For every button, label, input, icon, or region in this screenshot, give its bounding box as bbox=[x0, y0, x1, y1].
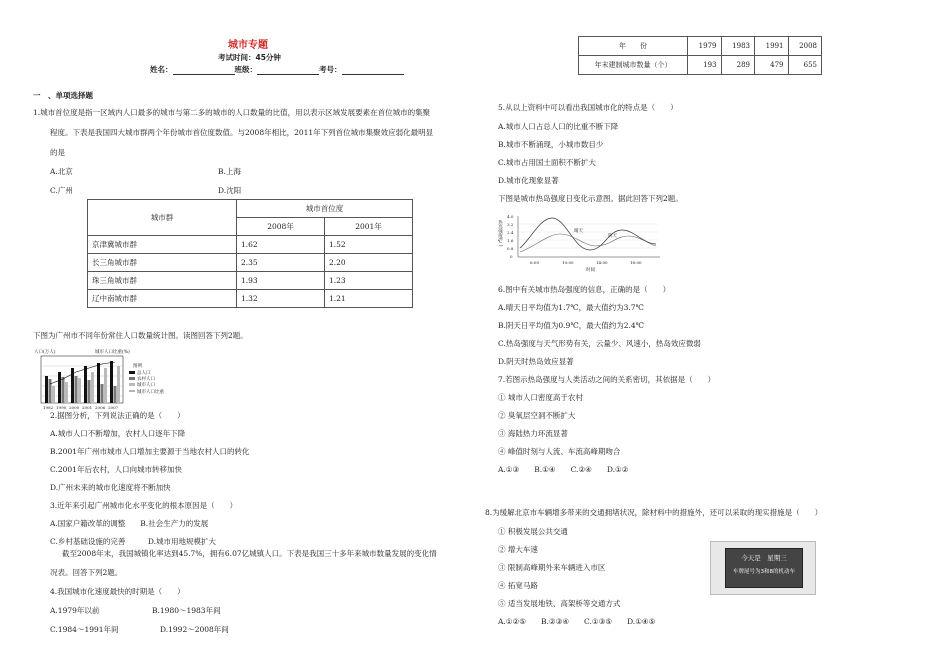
traffic-sign-image bbox=[710, 541, 816, 595]
city-count-table bbox=[578, 36, 822, 75]
legend-item: 总人口 bbox=[137, 371, 151, 376]
table-cell: 1.32 bbox=[237, 290, 325, 308]
q6-option-d[interactable]: D.阴天时热岛效应显著 bbox=[498, 357, 574, 366]
x-tick-label: 18:00 bbox=[630, 260, 642, 265]
exam-time: 考试时间：45分钟 bbox=[218, 53, 281, 62]
table-cell: 655 bbox=[788, 56, 822, 75]
table-row bbox=[88, 272, 413, 290]
class-field[interactable] bbox=[257, 66, 319, 75]
table-cell: 长三角城市群 bbox=[88, 254, 237, 272]
y-tick-label: 4.0 bbox=[507, 214, 514, 219]
x-tick-label: 1990 bbox=[56, 405, 67, 410]
q5-option-b[interactable]: B.城市不断涌现，小城市数目少 bbox=[498, 140, 604, 149]
table-cell: 1.62 bbox=[237, 236, 325, 254]
q8-stem: 8.为缓解北京市车辆增多带来的交通拥堵状况，除材料中的措施外，还可以采取的现实措施是（ ） bbox=[485, 508, 823, 517]
q4-option-a[interactable]: A.1979年以前 bbox=[50, 606, 100, 615]
q3-options-cd[interactable]: C.乡村基础设施的完善 D.城市用地规模扩大 bbox=[50, 537, 216, 546]
x-tick-label: 2007 bbox=[108, 405, 119, 410]
q4-stem: 4.我国城市化速度最快的时期是（ ） bbox=[50, 587, 185, 596]
table-cell: 1.93 bbox=[237, 272, 325, 290]
x-tick-label: 2001 bbox=[82, 405, 93, 410]
table-cell: 1991 bbox=[755, 37, 789, 56]
x-tick-label: 1982 bbox=[43, 405, 54, 410]
table-row bbox=[88, 236, 413, 254]
q4-option-d[interactable]: D.1992～2008年间 bbox=[160, 625, 229, 634]
intro-guangzhou: 下图为广州市不同年份常住人口数量统计图。读图回答下列2题。 bbox=[33, 331, 248, 340]
student-info-line bbox=[150, 64, 404, 75]
table-cell: 193 bbox=[688, 56, 722, 75]
cloudy-curve bbox=[520, 234, 656, 252]
q8-options[interactable]: A.①②⑤ B.②③④ C.①③⑤ D.①④⑤ bbox=[498, 617, 656, 626]
table-row bbox=[88, 290, 413, 308]
chart-legend bbox=[129, 362, 164, 395]
x-tick-label: 14:00 bbox=[596, 260, 608, 265]
q5-option-a[interactable]: A.城市人口占总人口的比重不断下降 bbox=[498, 122, 619, 131]
legend-item: 城市人口比重 bbox=[137, 390, 164, 395]
q7-options[interactable]: A.①③ B.①④ C.②④ D.①② bbox=[498, 465, 629, 474]
name-field[interactable] bbox=[173, 66, 235, 75]
q1-text-line2: 程度。下表是我国四大城市群两个年份城市首位度数值。与2008年相比，2011年下列首位城市集聚效应弱化最明显 bbox=[50, 128, 434, 137]
table-header: 年 份 bbox=[579, 37, 688, 56]
q4-option-b[interactable]: B.1980～1983年间 bbox=[152, 606, 221, 615]
q7-item-4: ④ 峰值时刻与人流、车流高峰期吻合 bbox=[498, 447, 621, 456]
chart-xlabel: 时间 bbox=[586, 268, 595, 273]
table-row bbox=[88, 254, 413, 272]
table-row bbox=[579, 37, 822, 56]
sign-board bbox=[725, 548, 803, 588]
table-header: 2008年 bbox=[237, 218, 325, 236]
q7-stem: 7.若图示热岛强度与人类活动之间的关系密切，其依据是（ ） bbox=[498, 375, 716, 384]
q8-item-2: ② 增大车速 bbox=[498, 545, 538, 554]
number-field[interactable] bbox=[342, 66, 404, 75]
q2-option-c[interactable]: C.2001年后农村，人口向城市转移加快 bbox=[50, 465, 182, 474]
legend-title: 图例 bbox=[133, 364, 142, 369]
q7-item-3: ③ 海陆热力环流显著 bbox=[498, 429, 568, 438]
q8-item-3: ③ 限制高峰期外来车辆进入市区 bbox=[498, 563, 606, 572]
table-cell: 289 bbox=[721, 56, 755, 75]
chart-ylabel: 热岛强度(℃) bbox=[498, 220, 503, 247]
sunny-curve bbox=[520, 218, 656, 250]
q7-item-1: ① 城市人口密度高于农村 bbox=[498, 393, 583, 402]
q8-item-1: ① 积极发展公共交通 bbox=[498, 527, 568, 536]
y-ticks bbox=[507, 214, 514, 259]
table-header: 城市群 bbox=[88, 200, 237, 236]
legend-item: 城市人口 bbox=[137, 383, 155, 388]
x-tick-label: 10:00 bbox=[562, 260, 574, 265]
sunny-label: 晴天 bbox=[574, 229, 583, 234]
table-cell: 479 bbox=[755, 56, 789, 75]
q2-stem: 2.据图分析，下列说法正确的是（ ） bbox=[50, 411, 185, 420]
number-label: 考号： bbox=[319, 65, 342, 74]
x-tick-label: 2006 bbox=[95, 405, 106, 410]
table-header: 年末建制城市数量（个） bbox=[579, 56, 688, 75]
q1-option-a[interactable]: A.北京 bbox=[50, 167, 73, 176]
class-label: 班级： bbox=[234, 65, 257, 74]
q2-option-b[interactable]: B.2001年广州市城市人口增加主要源于当地农村人口的转化 bbox=[50, 447, 250, 456]
table-cell: 1979 bbox=[688, 37, 722, 56]
table-cell: 辽中南城市群 bbox=[88, 290, 237, 308]
table-row bbox=[579, 56, 822, 75]
sign-text-day: 今天是 星期三 bbox=[741, 554, 787, 562]
q6-option-b[interactable]: B.阴天日平均值为0.9℃，最大值约为2.4℃ bbox=[498, 321, 645, 330]
q2-option-d[interactable]: D.广州未来的城市化速度将不断加快 bbox=[50, 483, 171, 492]
q7-item-2: ② 臭氧层空洞不断扩大 bbox=[498, 411, 576, 420]
q1-text-line3: 的是 bbox=[50, 148, 65, 157]
q8-item-4: ④ 拓宽马路 bbox=[498, 581, 538, 590]
table-cell: 1.23 bbox=[325, 272, 413, 290]
q6-option-a[interactable]: A.晴天日平均值为1.7℃，最大值约为3.7℃ bbox=[498, 303, 644, 312]
y-tick-label: 1.6 bbox=[507, 238, 514, 243]
y-tick-label: 0.8 bbox=[507, 246, 514, 251]
table-cell: 1.21 bbox=[325, 290, 413, 308]
intro-china-line1: 截至2008年末，我国城镇化率达到45.7%，拥有6.07亿城镇人口。下表是我国三十多年来城市数量发展的变化情 bbox=[62, 549, 437, 558]
legend-item: 农村人口 bbox=[137, 377, 155, 382]
table-header: 2001年 bbox=[325, 218, 413, 236]
q3-stem: 3.近年来引起广州城市化水平变化的根本原因是（ ） bbox=[50, 501, 238, 510]
y-tick-label: 2.4 bbox=[507, 230, 514, 235]
x-tick-label: 6:00 bbox=[530, 260, 539, 265]
q1-text-line1: 1.城市首位度是指一区域内人口最多的城市与第二多的城市的人口数量的比值，用以表示区域发展要素在首位城市的集聚 bbox=[33, 108, 431, 117]
chart-y2label: 城市人口比重(%) bbox=[95, 350, 130, 355]
y-tick-label: 3.2 bbox=[507, 222, 514, 227]
primacy-table bbox=[87, 199, 413, 308]
table-cell: 珠三角城市群 bbox=[88, 272, 237, 290]
table-cell: 2008 bbox=[788, 37, 822, 56]
table-header: 城市首位度 bbox=[237, 200, 413, 218]
intro-heat-island: 下图是城市热岛强度日变化示意图。据此回答下列2题。 bbox=[498, 194, 683, 203]
q5-option-c[interactable]: C.城市占用国土面积不断扩大 bbox=[498, 158, 596, 167]
x-tick-label: 2000 bbox=[69, 405, 80, 410]
sign-text-plates: 车牌尾号为3和8的机动车 bbox=[733, 569, 795, 575]
y-tick-label: 0 bbox=[510, 254, 513, 259]
q6-option-c[interactable]: C.热岛强度与天气形势有关，云量少、风速小，热岛效应微弱 bbox=[498, 339, 701, 348]
cloudy-label: 阴天 bbox=[608, 234, 617, 239]
intro-china-line2: 况表。回答下列2题。 bbox=[50, 568, 123, 577]
table-cell: 2.20 bbox=[325, 254, 413, 272]
chart-ylabel: 人口(万人) bbox=[34, 350, 56, 355]
chart-bars bbox=[45, 361, 120, 403]
q6-stem: 6.图中有关城市热岛强度的信息，正确的是（ ） bbox=[498, 285, 671, 294]
heat-island-chart bbox=[498, 210, 668, 276]
q4-option-c[interactable]: C.1984～1991年间 bbox=[50, 625, 119, 634]
q1-option-b[interactable]: B.上海 bbox=[218, 167, 241, 176]
q1-option-c[interactable]: C.广州 bbox=[50, 186, 73, 195]
q1-option-d[interactable]: D.沈阳 bbox=[218, 186, 242, 195]
section-heading: 一 、单项选择题 bbox=[33, 91, 93, 100]
table-cell: 1983 bbox=[721, 37, 755, 56]
q5-option-d[interactable]: D.城市化现象显著 bbox=[498, 176, 559, 185]
table-cell: 京津冀城市群 bbox=[88, 236, 237, 254]
table-cell: 2.35 bbox=[237, 254, 325, 272]
guangzhou-population-chart bbox=[33, 346, 183, 412]
q5-stem: 5.从以上资料中可以看出我国城市化的特点是（ ） bbox=[498, 103, 678, 112]
name-label: 姓名： bbox=[150, 65, 173, 74]
q2-option-a[interactable]: A.城市人口不断增加，农村人口逐年下降 bbox=[50, 429, 186, 438]
q8-item-5: ⑤ 适当发展地铁、高架桥等交通方式 bbox=[498, 599, 621, 608]
table-cell: 1.52 bbox=[325, 236, 413, 254]
q3-options-ab[interactable]: A.国家户籍改革的调整 B.社会生产力的发展 bbox=[50, 519, 209, 528]
page-title: 城市专题 bbox=[228, 40, 268, 51]
